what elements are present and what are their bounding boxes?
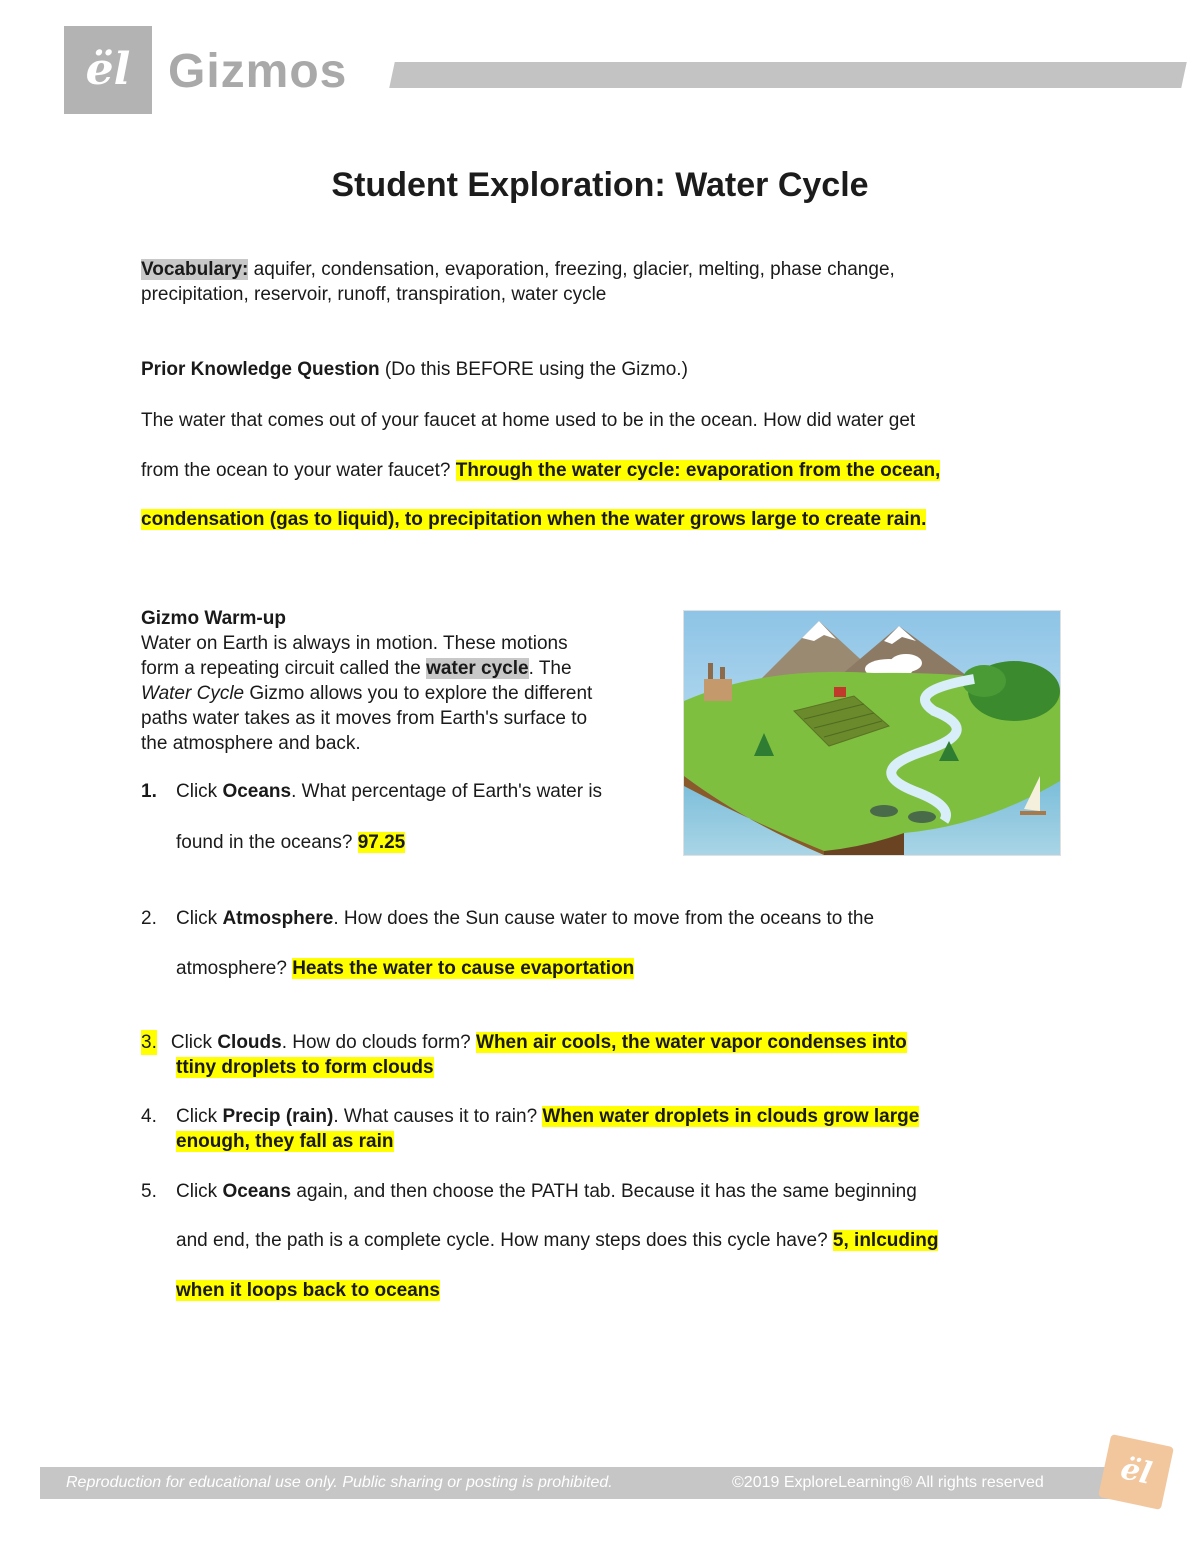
question-5-line2 — [141, 1228, 1126, 1253]
gizmos-logo — [64, 26, 152, 114]
footer-logo-glyph: ël — [1117, 1451, 1155, 1492]
question-4-answer-line1: When water droplets in clouds grow large — [542, 1106, 920, 1127]
prior-answer-line1: Through the water cycle: evaporation from the ocean, — [455, 460, 941, 481]
question-2-text: . How does the Sun cause water to move from the oceans to the — [333, 908, 875, 929]
question-2-click: Click — [176, 908, 223, 929]
footer-copyright: ©2019 ExploreLearning® All rights reserved — [732, 1474, 1044, 1491]
question-3 — [141, 1030, 1091, 1080]
prior-knowledge-heading-row — [141, 357, 1091, 382]
question-5-line1 — [141, 1179, 1091, 1204]
question-4 — [141, 1104, 1091, 1154]
vocabulary-line2: precipitation, reservoir, runoff, transpiration, water cycle — [141, 284, 607, 305]
question-2-text2: atmosphere? — [176, 958, 293, 979]
footer-notice: Reproduction for educational use only. Public sharing or posting is prohibited. — [66, 1474, 613, 1491]
question-5-target: Oceans — [222, 1181, 292, 1202]
prior-answer-line2: condensation (gas to liquid), to precipitation when the water grows large to create rain. — [141, 509, 927, 530]
vocabulary-section — [141, 257, 1041, 307]
question-1-line2 — [141, 830, 706, 855]
water-cycle-illustration — [684, 611, 1060, 855]
question-3-number: 3. — [141, 1032, 157, 1053]
vocabulary-line1: aquifer, condensation, evaporation, freezing, glacier, melting, phase change, — [248, 259, 895, 280]
question-1-answer: 97.25 — [357, 832, 406, 853]
page-title: Student Exploration: Water Cycle — [331, 166, 869, 204]
vocabulary-label: Vocabulary: — [141, 259, 249, 280]
warmup-heading: Gizmo Warm-up — [141, 608, 286, 629]
prior-question-line1: The water that comes out of your faucet at home used to be in the ocean. How did water get — [141, 410, 916, 431]
header-bar — [389, 62, 1187, 88]
question-2-line2 — [141, 956, 1126, 981]
question-1-click: Click — [176, 781, 223, 802]
question-5-line3 — [141, 1278, 1126, 1303]
question-2-answer: Heats the water to cause evaportation — [292, 958, 635, 979]
question-1-text2: found in the oceans? — [176, 832, 358, 853]
question-1-number: 1. — [141, 781, 157, 802]
question-5-answer-line1: 5, inlcuding — [832, 1230, 939, 1251]
question-4-number: 4. — [141, 1106, 157, 1127]
question-4-answer-line2: enough, they fall as rain — [176, 1131, 394, 1152]
question-2-number: 2. — [141, 908, 157, 929]
brand-name: Gizmos — [168, 45, 348, 98]
question-2-target: Atmosphere — [222, 908, 334, 929]
warmup-p4: paths water takes as it moves from Earth's surface to — [141, 708, 588, 729]
question-1-target: Oceans — [222, 781, 292, 802]
warmup-p2c: . The — [528, 658, 572, 679]
warmup-p2a: form a repeating circuit called the — [141, 658, 427, 679]
question-4-text: . What causes it to rain? — [333, 1106, 543, 1127]
question-3-text: . How do clouds form? — [281, 1032, 477, 1053]
question-5-number: 5. — [141, 1181, 157, 1202]
prior-knowledge-heading: Prior Knowledge Question — [141, 359, 380, 380]
question-5-text2: and end, the path is a complete cycle. How many steps does this cycle have? — [176, 1230, 833, 1251]
question-3-answer-line1: When air cools, the water vapor condenses into — [476, 1032, 907, 1053]
warmup-section — [141, 606, 671, 756]
prior-question-line2: from the ocean to your water faucet? — [141, 460, 456, 481]
water-cycle-gizmo-image — [683, 610, 1061, 856]
question-3-click: Click — [170, 1032, 218, 1053]
question-4-click: Click — [176, 1106, 223, 1127]
question-5-click: Click — [176, 1181, 223, 1202]
warmup-p1: Water on Earth is always in motion. These motions — [141, 633, 568, 654]
question-5-answer-line2: when it loops back to oceans — [176, 1280, 440, 1301]
question-2-line1 — [141, 906, 1091, 931]
explorelearning-logo — [1098, 1434, 1174, 1510]
prior-answer-line2-row — [141, 507, 1091, 532]
logo-glyph: ël — [85, 44, 131, 95]
question-5-text: again, and then choose the PATH tab. Because it has the same beginning — [291, 1181, 917, 1202]
warmup-gizmo-name: Water Cycle — [141, 683, 245, 704]
question-1-line1 — [141, 779, 671, 804]
question-3-target: Clouds — [217, 1032, 282, 1053]
prior-knowledge-note: (Do this BEFORE using the Gizmo.) — [379, 359, 688, 380]
warmup-p3b: Gizmo allows you to explore the different — [244, 683, 593, 704]
warmup-p5: the atmosphere and back. — [141, 733, 361, 754]
water-cycle-term: water cycle — [426, 658, 529, 679]
question-1-text: . What percentage of Earth's water is — [291, 781, 603, 802]
question-4-target: Precip (rain) — [222, 1106, 334, 1127]
question-3-answer-line2: ttiny droplets to form clouds — [176, 1057, 434, 1078]
prior-question-line2-row — [141, 458, 1091, 483]
